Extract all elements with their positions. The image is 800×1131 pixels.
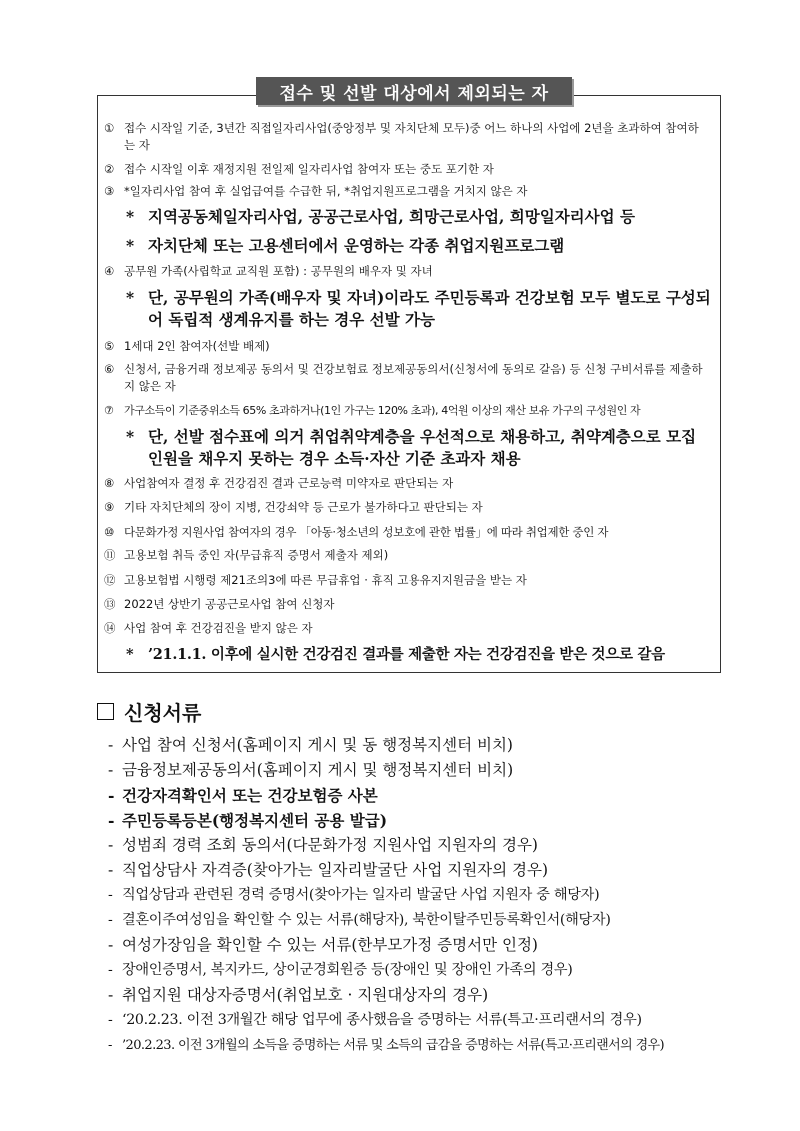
docs-heading-text: 신청서류: [124, 701, 202, 725]
exclusion-item: ⑪ 고용보험 취득 중인 자(무급휴직 증명서 제출자 제외): [104, 548, 389, 562]
docs-item: - 직업상담사 자격증(찾아가는 일자리발굴단 사업 지원자의 경우): [108, 861, 549, 879]
checkbox-icon: [97, 703, 114, 720]
exclusion-item: ③ *일자리사업 참여 후 실업급여를 수급한 뒤, *취업지원프로그램을 거치지 않은 자: [104, 184, 528, 198]
exclusion-item: ⑥ 신청서, 금융거래 정보제공 동의서 및 건강보험료 정보제공동의서(신청서에 동의로 갈음) 등 신청 구비서류를 제출하지 않은 자: [104, 362, 703, 393]
docs-item: - 결혼이주여성임을 확인할 수 있는 서류(해당자), 북한이탈주민등록확인서(해당자): [108, 912, 611, 928]
exclusion-note: * 단, 공무원의 가족(배우자 및 자녀)이라도 주민등록과 건강보험 모두 별도로 구성되어 독립적 생계유지를 하는 경우 선발 가능: [126, 288, 711, 329]
exclusion-item: ⑬ 2022년 상반기 공공근로사업 참여 신청자: [104, 597, 335, 611]
exclusion-title: 접수 및 선발 대상에서 제외되는 자: [256, 77, 572, 105]
docs-item: - 주민등록등본(행정복지센터 공용 발급): [108, 811, 388, 830]
exclusion-item: ⑭ 사업 참여 후 건강검진을 받지 않은 자: [104, 621, 313, 635]
docs-item: - 장애인증명서, 복지카드, 상이군경회원증 등(장애인 및 장애인 가족의 경우): [108, 962, 573, 978]
exclusion-item: ⑨ 기타 자치단체의 장이 지병, 건강쇠약 등 근로가 불가하다고 판단되는 자: [104, 500, 483, 514]
docs-item: - 사업 참여 신청서(홈페이지 게시 및 동 행정복지센터 비치): [108, 736, 513, 754]
exclusion-item: ④ 공무원 가족(사립학교 교직원 포함) : 공무원의 배우자 및 자녀: [104, 264, 433, 278]
exclusion-item: ② 접수 시작일 이후 재정지원 전일제 일자리사업 참여자 또는 중도 포기한 자: [104, 162, 494, 176]
exclusion-item: ① 접수 시작일 기준, 3년간 직접일자리사업(중앙정부 및 자치단체 모두)중 어느 하나의 사업에 2년을 초과하여 참여하는 자: [104, 121, 699, 152]
docs-item: - 여성가장임을 확인할 수 있는 서류(한부모가정 증명서만 인정): [108, 936, 538, 954]
docs-item: - 성범죄 경력 조회 동의서(다문화가정 지원사업 지원자의 경우): [108, 836, 538, 854]
exclusion-item: ⑫ 고용보험법 시행령 제21조의3에 따른 무급휴업 · 휴직 고용유지지원금을 받는 자: [104, 573, 527, 587]
exclusion-note: * 지역공동체일자리사업, 공공근로사업, 희망근로사업, 희망일자리사업 등: [126, 207, 635, 226]
docs-item: - 금융정보제공동의서(홈페이지 게시 및 행정복지센터 비치): [108, 761, 514, 779]
docs-list: [108, 733, 728, 1058]
docs-item: - 직업상담과 관련된 경력 증명서(찾아가는 일자리 발굴단 사업 지원자 중 해당자): [108, 887, 600, 903]
docs-heading: [97, 697, 201, 726]
exclusion-note: * 단, 선발 점수표에 의거 취업취약계층을 우선적으로 채용하고, 취약계층으로 모집 인원을 채우지 못하는 경우 소득·자산 기준 초과자 채용: [126, 427, 697, 468]
exclusion-note: * 자치단체 또는 고용센터에서 운영하는 각종 취업지원프로그램: [126, 236, 565, 255]
docs-item: - ‘20.2.23. 이전 3개월간 해당 업무에 종사했음을 증명하는 서류(특고·프리랜서의 경우): [108, 1012, 642, 1028]
exclusion-item: ⑦ 가구소득이 기준중위소득 65% 초과하거나(1인 가구는 120% 초과), 4억원 이상의 재산 보유 가구의 구성원인 자: [104, 404, 641, 417]
exclusion-item: ⑩ 다문화가정 지원사업 참여자의 경우 「아동·청소년의 성보호에 관한 법률」에 따라 취업제한 중인 자: [104, 525, 609, 539]
exclusion-item: ⑤ 1세대 2인 참여자(선발 배제): [104, 339, 270, 353]
exclusion-note: * ’21.1.1. 이후에 실시한 건강검진 결과를 제출한 자는 건강검진을 받은 것으로 갈음: [126, 646, 665, 663]
exclusion-box: [97, 95, 721, 673]
exclusion-item: ⑧ 사업참여자 결정 후 건강검진 결과 근로능력 미약자로 판단되는 자: [104, 476, 454, 490]
docs-item: - 건강자격확인서 또는 건강보험증 사본: [108, 786, 378, 805]
docs-item: - 취업지원 대상자증명서(취업보호 · 지원대상자의 경우): [108, 986, 489, 1004]
docs-item: - ’20.2.23. 이전 3개월의 소득을 증명하는 서류 및 소득의 급감을 증명하는 서류(특고·프리랜서의 경우): [108, 1038, 664, 1053]
